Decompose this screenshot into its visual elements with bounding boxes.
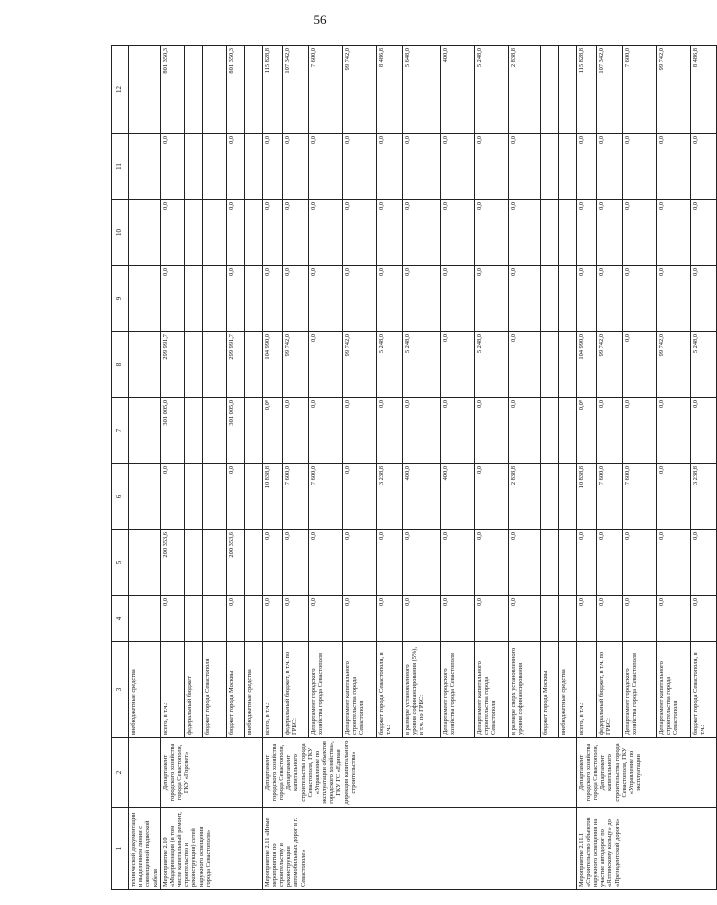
header-row	[112, 46, 129, 890]
amount-cell: 0,0	[596, 134, 622, 200]
amount-cell: 99 742,0	[342, 46, 376, 134]
amount-cell: 0,0	[160, 464, 184, 530]
amount-cell: 0,0	[342, 530, 376, 596]
amount-cell: 107 342,0	[596, 46, 622, 134]
amount-cell: 7 600,0	[622, 464, 656, 530]
amount-cell	[558, 530, 576, 596]
header-cell: 9	[112, 266, 129, 332]
amount-cell: 400,0	[440, 46, 474, 134]
amount-cell: 0,0	[376, 530, 402, 596]
amount-cell: 0,0	[690, 398, 716, 464]
amount-cell	[129, 530, 161, 596]
amount-cell: 0,0	[226, 134, 244, 200]
amount-cell: 0,0	[440, 398, 474, 464]
amount-cell: 0,0	[342, 266, 376, 332]
header-cell: 2	[112, 738, 129, 808]
amount-cell: 0,0	[308, 200, 342, 266]
funding-source-cell: Департамент городского хозяйства города Севастополя	[622, 642, 656, 738]
amount-cell	[540, 596, 558, 642]
amount-cell: 0,0	[622, 398, 656, 464]
executor-cell	[129, 738, 161, 808]
amount-cell: 0,0	[656, 596, 690, 642]
amount-cell: 0,0	[160, 596, 184, 642]
table-row	[262, 46, 282, 890]
amount-cell	[558, 596, 576, 642]
amount-cell: 0,0	[308, 134, 342, 200]
amount-cell	[184, 200, 202, 266]
amount-cell: 99 742,0	[656, 332, 690, 398]
amount-cell: 0,0	[508, 398, 540, 464]
amount-cell: 0,0	[622, 200, 656, 266]
amount-cell: 0,0	[282, 530, 308, 596]
table-body	[112, 46, 717, 890]
amount-cell: 0,0	[308, 332, 342, 398]
amount-cell: 0,0	[596, 200, 622, 266]
funding-source-cell: внебюджетные средства	[129, 642, 161, 738]
amount-cell: 0,0	[596, 398, 622, 464]
amount-cell: 0,0	[596, 266, 622, 332]
table-row	[129, 46, 161, 890]
amount-cell: 0,0	[342, 464, 376, 530]
amount-cell: 0,0	[402, 530, 440, 596]
funding-source-cell: всего, в т.ч.:	[160, 642, 184, 738]
funding-source-cell: федеральный бюджет	[184, 642, 202, 738]
amount-cell: 0,0	[656, 464, 690, 530]
funding-source-cell: Департамент городского хозяйства города Севастополя	[308, 642, 342, 738]
amount-cell: 0,0	[402, 596, 440, 642]
amount-cell	[558, 332, 576, 398]
amount-cell	[558, 46, 576, 134]
amount-cell: 0,0	[376, 266, 402, 332]
amount-cell	[184, 530, 202, 596]
amount-cell: 0,0	[160, 266, 184, 332]
amount-cell: 99 742,0	[596, 332, 622, 398]
amount-cell: 8 486,8	[376, 46, 402, 134]
amount-cell: 0,0	[262, 596, 282, 642]
header-cell: 12	[112, 46, 129, 134]
amount-cell: 0,0	[576, 200, 596, 266]
amount-cell: 801 350,3	[160, 46, 184, 134]
funding-source-cell: федеральный бюджет, в т.ч. по ГРБС:	[596, 642, 622, 738]
amount-cell: 0,0	[656, 266, 690, 332]
amount-cell: 104 990,0	[576, 332, 596, 398]
executor-cell: Департамент городского хозяйства города Севастополя, ГКУ «Горсвет»	[160, 738, 262, 808]
amount-cell	[202, 134, 226, 200]
amount-cell	[540, 464, 558, 530]
amount-cell	[202, 266, 226, 332]
measure-name-cell: Мероприятие 2.11.1 «Строительство объектов наружного освещения на участие автодорог по «Ялтинскому кольцу» до «Президентской дороги»	[576, 808, 716, 890]
funding-source-cell: Департамент капитального строительства города Севастополя	[474, 642, 508, 738]
amount-cell: 0,0	[440, 596, 474, 642]
amount-cell: 0,0	[576, 596, 596, 642]
amount-cell: 2 838,8	[508, 464, 540, 530]
funding-source-cell: в размере установленного уровня софинансирования (5%), в т.ч. по ГРБС:	[402, 642, 440, 738]
amount-cell: 5 648,0	[402, 46, 440, 134]
amount-cell	[244, 266, 262, 332]
amount-cell: 10 838,8	[262, 464, 282, 530]
amount-cell: 0,0	[508, 332, 540, 398]
amount-cell: 0,0	[508, 200, 540, 266]
amount-cell: 0,0	[376, 134, 402, 200]
funding-source-cell: внебюджетные средства	[558, 642, 576, 738]
amount-cell: 301 005,0	[160, 398, 184, 464]
amount-cell: 0,0	[622, 266, 656, 332]
amount-cell	[540, 134, 558, 200]
amount-cell: 0,0	[342, 596, 376, 642]
amount-cell: 0,0	[596, 530, 622, 596]
amount-cell	[202, 332, 226, 398]
amount-cell: 0,0	[474, 200, 508, 266]
funding-source-cell: всего, в т.ч.:	[262, 642, 282, 738]
amount-cell	[202, 398, 226, 464]
amount-cell: 0,0	[622, 596, 656, 642]
header-cell: 6	[112, 464, 129, 530]
header-cell: 5	[112, 530, 129, 596]
amount-cell: 0,0	[596, 596, 622, 642]
amount-cell: 99 742,0	[656, 46, 690, 134]
amount-cell: 99 742,0	[282, 332, 308, 398]
amount-cell: 301 005,0	[226, 398, 244, 464]
amount-cell: 0,0	[308, 398, 342, 464]
amount-cell: 0,0	[576, 134, 596, 200]
amount-cell: 3 238,8	[690, 464, 716, 530]
executor-cell: Департамент городского хозяйства города Севастополя, Департамент капитального строительства города Севастополя, ГКУ «Управление по эксплуатации	[576, 738, 716, 808]
amount-cell: 0,0⁸	[262, 398, 282, 464]
financing-table	[111, 45, 717, 890]
amount-cell: 0,0	[622, 134, 656, 200]
amount-cell: 0,0	[656, 530, 690, 596]
header-cell: 7	[112, 398, 129, 464]
amount-cell	[129, 46, 161, 134]
amount-cell	[244, 46, 262, 134]
amount-cell: 0,0	[690, 266, 716, 332]
amount-cell: 0,0	[376, 200, 402, 266]
amount-cell	[184, 332, 202, 398]
amount-cell: 299 991,7	[160, 332, 184, 398]
amount-cell	[244, 398, 262, 464]
amount-cell	[184, 464, 202, 530]
amount-cell: 0,0	[474, 266, 508, 332]
amount-cell: 0,0	[226, 464, 244, 530]
amount-cell: 0,0	[656, 398, 690, 464]
funding-source-cell: Департамент капитального строительства города Севастополя	[342, 642, 376, 738]
amount-cell: 0,0	[376, 596, 402, 642]
amount-cell	[540, 332, 558, 398]
amount-cell: 200 353,6	[160, 530, 184, 596]
amount-cell	[244, 200, 262, 266]
amount-cell: 5 248,0	[474, 332, 508, 398]
amount-cell: 7 600,0	[282, 464, 308, 530]
amount-cell: 0,0	[474, 464, 508, 530]
amount-cell: 0,0	[508, 596, 540, 642]
amount-cell: 10 838,8	[576, 464, 596, 530]
funding-source-cell: внебюджетные средства	[244, 642, 262, 738]
amount-cell: 0,0	[342, 398, 376, 464]
funding-source-cell: Департамент капитального строительства города Севастополя	[656, 642, 690, 738]
amount-cell	[129, 332, 161, 398]
table-row	[576, 46, 596, 890]
amount-cell: 0,0	[576, 266, 596, 332]
amount-cell: 5 248,0	[474, 46, 508, 134]
funding-source-cell: бюджет города Севастополя	[202, 642, 226, 738]
amount-cell: 5 248,0	[376, 332, 402, 398]
amount-cell: 8 486,8	[690, 46, 716, 134]
amount-cell: 0,0	[282, 596, 308, 642]
amount-cell: 0,0	[160, 200, 184, 266]
amount-cell: 5 248,0	[402, 332, 440, 398]
amount-cell: 0,0	[342, 200, 376, 266]
amount-cell: 0,0	[440, 332, 474, 398]
amount-cell: 7 600,0	[622, 46, 656, 134]
amount-cell: 0,0	[160, 134, 184, 200]
amount-cell: 0,0	[656, 200, 690, 266]
amount-cell: 0,0	[690, 200, 716, 266]
amount-cell: 0,0	[402, 398, 440, 464]
executor-cell: Департамент городского хозяйства города Севастополя, Департамент капитального строительства города Севастополя, ГКУ «Управление по эксплуатации объектов городского хозяйства», ГКУ ГС «Единая дирекция капитального строительства»	[262, 738, 576, 808]
amount-cell: 5 248,0	[690, 332, 716, 398]
amount-cell: 0,0	[308, 596, 342, 642]
amount-cell	[244, 332, 262, 398]
measure-name-cell: Мероприятие 2.11 «Иные мероприятия по строительству и реконструкции автомобильных дорог в г. Севастополе»	[262, 808, 576, 890]
table-row	[160, 46, 184, 890]
funding-source-cell: бюджет города Москвы	[540, 642, 558, 738]
funding-source-cell: бюджет города Севастополя, в т.ч.:	[690, 642, 716, 738]
header-cell: 3	[112, 642, 129, 738]
amount-cell: 2 838,8	[508, 46, 540, 134]
rotated-table-container	[111, 46, 706, 890]
amount-cell: 0,0	[226, 266, 244, 332]
amount-cell	[184, 266, 202, 332]
amount-cell: 0,0	[576, 530, 596, 596]
amount-cell: 0,0	[226, 200, 244, 266]
amount-cell	[244, 530, 262, 596]
amount-cell	[558, 398, 576, 464]
amount-cell: 115 828,8	[576, 46, 596, 134]
amount-cell	[202, 200, 226, 266]
amount-cell: 0,0	[342, 134, 376, 200]
amount-cell	[184, 596, 202, 642]
funding-source-cell: федеральный бюджет, в т.ч. по ГРБС:	[282, 642, 308, 738]
amount-cell: 107 342,0	[282, 46, 308, 134]
amount-cell: 0,0	[262, 530, 282, 596]
amount-cell	[129, 200, 161, 266]
amount-cell	[202, 530, 226, 596]
amount-cell: 0,0	[282, 266, 308, 332]
amount-cell	[129, 134, 161, 200]
header-cell: 10	[112, 200, 129, 266]
amount-cell: 0,0	[282, 134, 308, 200]
amount-cell: 0,0	[474, 398, 508, 464]
amount-cell: 7 600,0	[596, 464, 622, 530]
amount-cell: 0,0	[282, 200, 308, 266]
amount-cell: 0,0	[508, 266, 540, 332]
amount-cell	[540, 530, 558, 596]
amount-cell	[540, 266, 558, 332]
amount-cell: 200 353,6	[226, 530, 244, 596]
amount-cell: 3 238,8	[376, 464, 402, 530]
amount-cell: 0,0	[262, 200, 282, 266]
amount-cell: 299 991,7	[226, 332, 244, 398]
amount-cell: 0,0⁸	[576, 398, 596, 464]
amount-cell	[184, 46, 202, 134]
funding-source-cell: всего, в т.ч.:	[576, 642, 596, 738]
amount-cell	[540, 46, 558, 134]
amount-cell: 0,0	[440, 530, 474, 596]
amount-cell: 0,0	[262, 266, 282, 332]
amount-cell: 0,0	[440, 200, 474, 266]
amount-cell	[558, 266, 576, 332]
amount-cell: 104 990,0	[262, 332, 282, 398]
amount-cell: 0,0	[474, 530, 508, 596]
amount-cell: 0,0	[226, 596, 244, 642]
amount-cell: 0,0	[308, 266, 342, 332]
amount-cell: 115 828,8	[262, 46, 282, 134]
amount-cell: 0,0	[622, 332, 656, 398]
amount-cell	[540, 200, 558, 266]
header-cell: 4	[112, 596, 129, 642]
amount-cell: 0,0	[262, 134, 282, 200]
amount-cell: 7 600,0	[308, 464, 342, 530]
amount-cell	[184, 398, 202, 464]
measure-name-cell: технической документации и выделением линии с совмещенной подвеской кабеля	[129, 808, 161, 890]
amount-cell	[129, 596, 161, 642]
amount-cell: 0,0	[474, 134, 508, 200]
amount-cell: 400,0	[440, 464, 474, 530]
amount-cell: 0,0	[690, 596, 716, 642]
amount-cell	[244, 596, 262, 642]
amount-cell: 0,0	[402, 200, 440, 266]
amount-cell: 801 350,3	[226, 46, 244, 134]
amount-cell	[129, 266, 161, 332]
header-cell: 8	[112, 332, 129, 398]
amount-cell	[558, 464, 576, 530]
funding-source-cell: бюджет города Севастополя, в т.ч.:	[376, 642, 402, 738]
funding-source-cell: Департамент городского хозяйства города Севастополя	[440, 642, 474, 738]
amount-cell: 7 600,0	[308, 46, 342, 134]
amount-cell: 0,0	[508, 134, 540, 200]
amount-cell: 0,0	[690, 134, 716, 200]
amount-cell: 0,0	[376, 398, 402, 464]
amount-cell	[202, 46, 226, 134]
amount-cell	[202, 596, 226, 642]
amount-cell	[184, 134, 202, 200]
amount-cell: 0,0	[402, 266, 440, 332]
amount-cell: 0,0	[440, 134, 474, 200]
amount-cell: 99 742,0	[342, 332, 376, 398]
amount-cell: 0,0	[474, 596, 508, 642]
measure-name-cell: Мероприятие 2.10 «Модернизация (в том числе капитальный ремонт, строительство и реконструкция) сетей наружного освещения города Севастополя»	[160, 808, 262, 890]
amount-cell: 400,0	[402, 464, 440, 530]
amount-cell: 0,0	[508, 530, 540, 596]
amount-cell: 0,0	[622, 530, 656, 596]
amount-cell	[540, 398, 558, 464]
funding-source-cell: в размере сверх установленного уровня софинансирования	[508, 642, 540, 738]
amount-cell	[129, 464, 161, 530]
amount-cell: 0,0	[282, 398, 308, 464]
amount-cell: 0,0	[690, 530, 716, 596]
amount-cell: 0,0	[656, 134, 690, 200]
funding-source-cell: бюджет города Москвы	[226, 642, 244, 738]
amount-cell: 0,0	[402, 134, 440, 200]
amount-cell	[129, 398, 161, 464]
page-number: 56	[313, 12, 327, 27]
header-cell: 1	[112, 808, 129, 890]
amount-cell	[244, 134, 262, 200]
header-cell: 11	[112, 134, 129, 200]
amount-cell: 0,0	[440, 266, 474, 332]
amount-cell	[558, 200, 576, 266]
amount-cell	[558, 134, 576, 200]
amount-cell: 0,0	[308, 530, 342, 596]
amount-cell	[202, 464, 226, 530]
amount-cell	[244, 464, 262, 530]
